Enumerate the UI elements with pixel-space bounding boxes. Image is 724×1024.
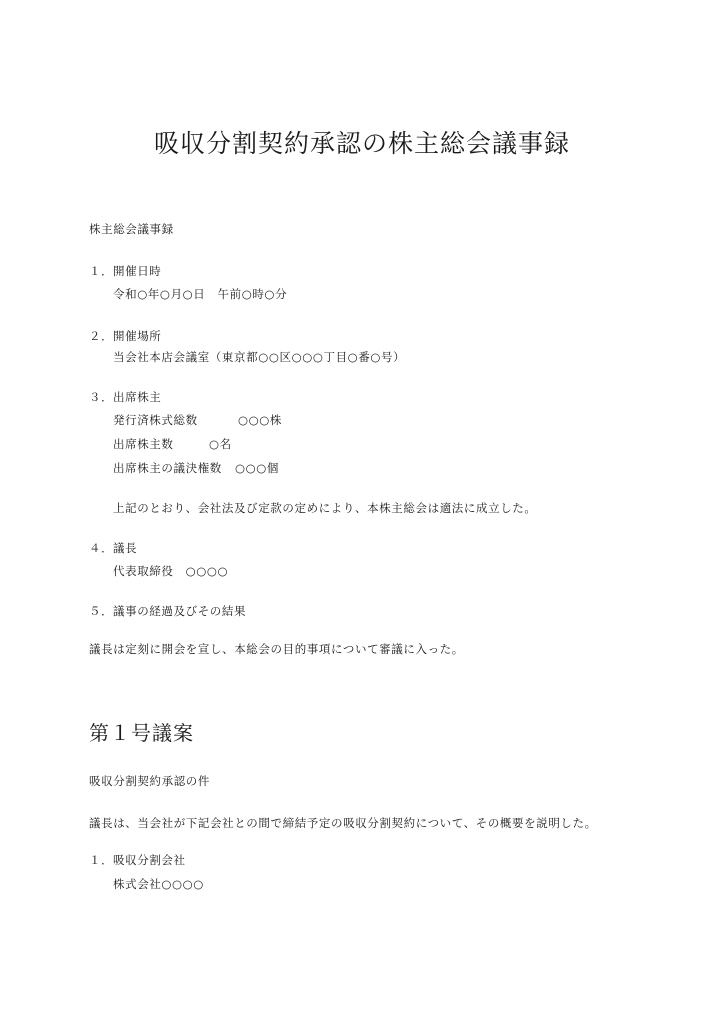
attendance-row-issued-shares [113,412,282,428]
item-2-heading [89,328,161,344]
item-heading-text: 議長 [113,541,138,555]
item-5-heading [89,603,246,619]
meeting-location: 当会社本店会議室（東京都○○区○○○丁目○番○号） [113,350,406,364]
item-heading-text: 開催場所 [113,329,162,343]
document-title: 吸収分割契約承認の株主総会議事録 [153,129,570,158]
minutes-subtitle: 株主総会議事録 [89,222,174,236]
item-number: １． [89,853,114,867]
split-company-name: 株式会社○○○○ [113,877,204,891]
proposal-item-1-heading [89,852,186,868]
item-number: １． [89,264,114,278]
item-heading-text: 開催日時 [113,264,162,278]
proposal-statement: 議長は、当会社が下記会社との間で締結予定の吸収分割契約について、その概要を説明した。 [89,816,597,830]
row-value: ○○○個 [235,461,280,475]
proposal-heading: 第１号議案 [89,721,194,745]
item-heading-text: 吸収分割会社 [113,853,186,867]
row-label: 発行済株式総数 [113,413,198,427]
item-number: ５． [89,604,114,618]
meeting-datetime: 令和○年○月○日 午前○時○分 [113,287,288,301]
item-number: ２． [89,329,114,343]
opening-statement: 議長は定刻に開会を宣し、本総会の目的事項について審議に入った。 [89,642,464,656]
item-heading-text: 議事の経過及びその結果 [113,604,247,618]
quorum-note: 上記のとおり、会社法及び定款の定めにより、本株主総会は適法に成立した。 [113,501,537,515]
proposal-subject: 吸収分割契約承認の件 [89,774,210,788]
item-1-heading [89,263,161,279]
item-heading-text: 出席株主 [113,390,162,404]
row-value: ○名 [209,437,232,451]
chairperson: 代表取締役 ○○○○ [113,564,229,578]
row-label: 出席株主の議決権数 [113,461,222,475]
item-number: ３． [89,390,114,404]
row-label: 出席株主数 [113,437,174,451]
row-value: ○○○株 [238,413,283,427]
item-3-heading [89,389,161,405]
item-4-heading [89,540,137,556]
attendance-row-shareholders [113,436,232,452]
attendance-row-voting-rights [113,460,279,476]
item-number: ４． [89,541,114,555]
